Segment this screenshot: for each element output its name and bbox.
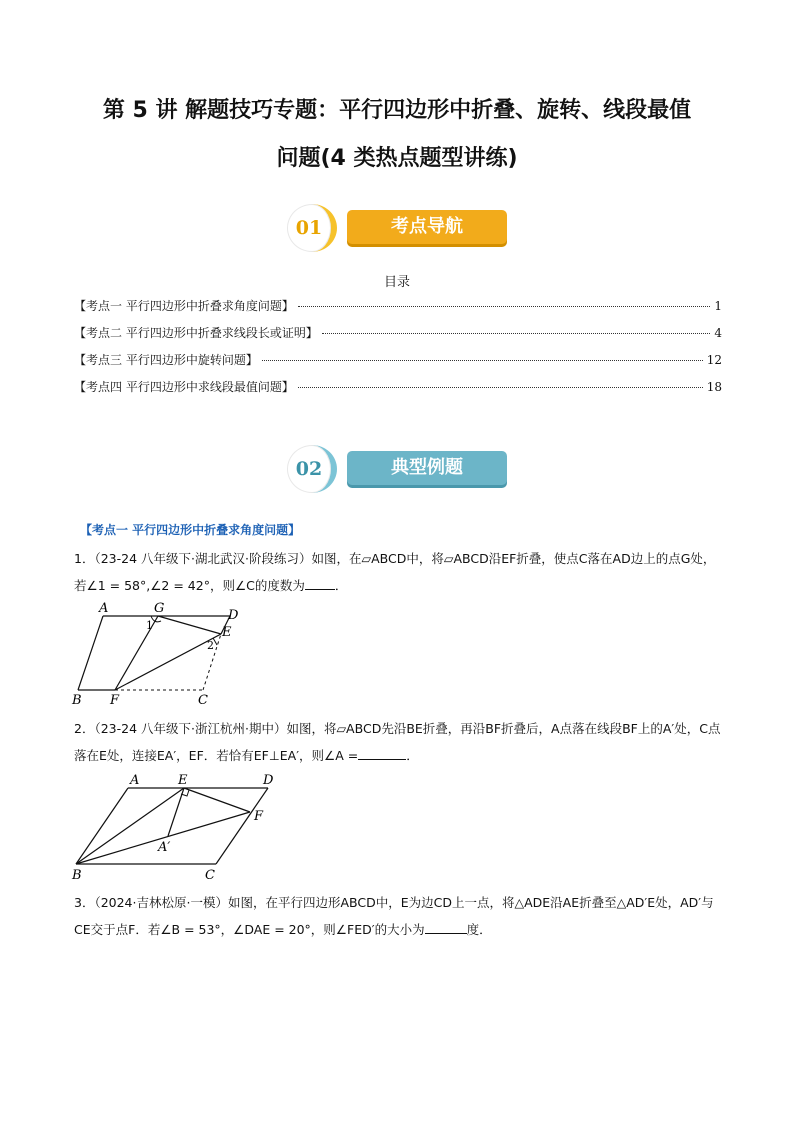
toc-heading: 目录 — [383, 275, 410, 290]
toc-item-label: 【考点四 平行四边形中求线段最值问题】 — [74, 380, 294, 394]
fig2-label-c: C — [205, 868, 215, 883]
fig2-side-cd — [216, 788, 268, 864]
answer-blank[interactable] — [305, 577, 335, 590]
fig1-label-angle-1: 1 — [146, 619, 153, 632]
toc-item[interactable] — [74, 350, 722, 377]
question-1-end: ． — [334, 578, 348, 593]
badge-label: 考点导航 — [347, 210, 507, 244]
fig1-label-c: C — [198, 693, 208, 708]
question-3 — [74, 889, 724, 943]
fig2-line-ef — [184, 788, 250, 812]
badge-number: 02 — [287, 445, 337, 493]
table-of-contents — [74, 296, 722, 404]
section-badge-examples — [287, 445, 517, 493]
figure-question-2 — [70, 772, 280, 884]
badge-number: 01 — [287, 204, 337, 252]
fig1-label-g: G — [154, 602, 165, 616]
fig1-label-angle-2: 2 — [207, 639, 214, 652]
page-title-line-2: 问题(4 类热点题型讲练) — [276, 146, 518, 171]
toc-item-page: 1 — [714, 299, 722, 313]
question-1 — [74, 545, 724, 599]
question-1-text: ▱ABCD中，将▱ABCD沿EF折叠，使点C落在AD边上的点G处，若∠1 = 58°,∠2 = 42°，则∠C的度数为 — [74, 551, 716, 593]
toc-leader-dots — [298, 387, 703, 388]
toc-item[interactable] — [74, 377, 722, 404]
fig2-label-e: E — [178, 773, 188, 788]
toc-item-label: 【考点一 平行四边形中折叠求角度问题】 — [74, 299, 294, 313]
toc-item[interactable] — [74, 296, 722, 323]
toc-item[interactable] — [74, 323, 722, 350]
toc-item-page: 12 — [706, 353, 722, 367]
answer-blank[interactable] — [358, 747, 406, 760]
fig2-line-ea-prime — [168, 788, 184, 836]
fig1-label-e: E — [222, 625, 232, 640]
section-heading: 【考点一 平行四边形中折叠求角度问题】 — [80, 523, 301, 537]
fig1-label-b: B — [72, 693, 82, 708]
page-title-line-1: 第 5 讲 解题技巧专题：平行四边形中折叠、旋转、线段最值 — [102, 98, 692, 123]
badge-label: 典型例题 — [347, 451, 507, 485]
question-2 — [74, 715, 724, 769]
fig2-side-ab — [76, 788, 128, 864]
toc-item-page: 4 — [714, 326, 722, 340]
question-1-source: 1．（23-24 八年级下·湖北武汉·阶段练习）如图，在 — [74, 551, 362, 566]
fig2-label-a-prime: A′ — [158, 840, 171, 855]
fig1-label-a: A — [99, 602, 109, 616]
fig1-label-d: D — [228, 608, 239, 623]
toc-leader-dots — [262, 360, 703, 361]
toc-leader-dots — [322, 333, 711, 334]
fig1-side-ab — [78, 616, 103, 690]
toc-item-page: 18 — [706, 380, 722, 394]
question-2-text: 2．（23-24 八年级下·浙江杭州·期中）如图，将▱ABCD先沿BE折叠，再沿BF折叠后，A点落在线段BF上的A′处，C点落在E处，连接EA′，EF．若恰有EF⊥EA′，则∠A = — [74, 721, 721, 763]
toc-leader-dots — [298, 306, 711, 307]
figure-question-1 — [70, 602, 250, 710]
answer-blank[interactable] — [425, 921, 467, 934]
question-3-text: 3．（2024·吉林松原·一模）如图，在平行四边形ABCD中，E为边CD上一点，将△ADE沿AE折叠至△AD′E处，AD′与CE交于点F．若∠B = 53°，∠DAE = 20°，则∠FED′的大小为 — [74, 895, 714, 937]
fig2-label-f: F — [254, 809, 264, 824]
fig2-label-d: D — [263, 773, 274, 788]
toc-item-label: 【考点二 平行四边形中折叠求线段长或证明】 — [74, 326, 318, 340]
section-badge-navigation — [287, 204, 517, 252]
fig1-line-ge — [158, 616, 221, 634]
question-3-end: 度． — [466, 922, 492, 937]
fig1-label-f: F — [110, 693, 120, 708]
toc-item-label: 【考点三 平行四边形中旋转问题】 — [74, 353, 258, 367]
fig2-label-b: B — [72, 868, 82, 883]
fig2-label-a: A — [130, 773, 140, 788]
question-2-end: ． — [406, 748, 419, 763]
fig2-line-bf — [76, 812, 250, 864]
